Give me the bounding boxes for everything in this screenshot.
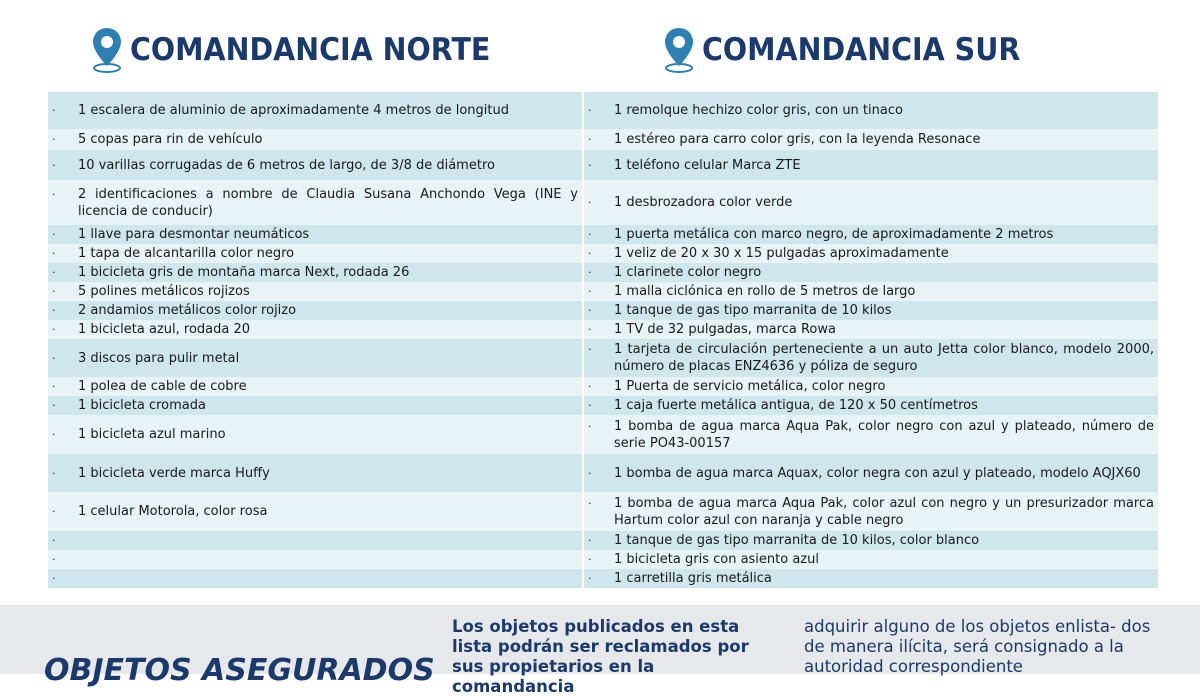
- sur-title: COMANDANCIA SUR: [702, 32, 1021, 68]
- sur-cell: [583, 415, 1158, 454]
- sur-cell: [583, 339, 1158, 377]
- bullet-icon: ·: [52, 304, 56, 317]
- item-text: 1 remolque hechizo color gris, con un tinaco: [614, 103, 903, 118]
- table-row: [48, 454, 1158, 492]
- table-row: [48, 396, 1158, 415]
- table-row: [48, 244, 1158, 263]
- norte-cell: [48, 282, 583, 301]
- bullet-icon: ·: [52, 228, 56, 241]
- table-row: [48, 377, 1158, 396]
- sur-cell: [583, 492, 1158, 531]
- table-row: [48, 263, 1158, 282]
- item-text: 1 estéreo para carro color gris, con la leyenda Resonace: [614, 132, 981, 147]
- table-row: [48, 320, 1158, 339]
- table-row: [48, 569, 1158, 588]
- table-row: [48, 531, 1158, 550]
- sur-cell: [583, 550, 1158, 569]
- item-text: 1 bicicleta cromada: [78, 398, 206, 413]
- table-row: [48, 92, 1158, 129]
- table-row: [48, 150, 1158, 180]
- bullet-icon: ·: [588, 466, 592, 480]
- norte-cell: [48, 225, 583, 244]
- norte-cell: [48, 492, 583, 531]
- item-text: 1 bicicleta verde marca Huffy: [78, 465, 270, 481]
- norte-cell: [48, 569, 583, 588]
- sur-cell: [583, 320, 1158, 339]
- bullet-icon: ·: [52, 380, 56, 393]
- bullet-icon: ·: [588, 285, 592, 298]
- bullet-icon: ·: [52, 187, 56, 201]
- norte-cell: [48, 377, 583, 396]
- table-row: [48, 129, 1158, 150]
- bullet-icon: ·: [588, 104, 592, 117]
- bullet-icon: ·: [52, 266, 56, 279]
- bullet-icon: ·: [52, 399, 56, 412]
- bullet-icon: ·: [588, 158, 592, 172]
- item-text: 1 carretilla gris metálica: [614, 571, 772, 586]
- sur-cell: [583, 569, 1158, 588]
- norte-cell: [48, 263, 583, 282]
- item-text: 1 llave para desmontar neumáticos: [78, 227, 310, 242]
- item-text: 10 varillas corrugadas de 6 metros de largo, de 3/8 de diámetro: [78, 157, 495, 173]
- norte-cell: [48, 550, 583, 569]
- bullet-icon: ·: [52, 247, 56, 260]
- bullet-icon: ·: [52, 553, 56, 566]
- bullet-icon: ·: [52, 351, 56, 365]
- objects-table: [48, 92, 1158, 588]
- item-text: 1 tarjeta de circulación perteneciente a un auto Jetta color blanco, modelo 2000, número de placas ENZ4636 y póliza de seguro: [614, 342, 1154, 374]
- item-text: 1 tapa de alcantarilla color negro: [78, 246, 295, 261]
- bullet-icon: ·: [588, 266, 592, 279]
- table-row: [48, 282, 1158, 301]
- sur-title-block: [662, 26, 1048, 74]
- sur-cell: [583, 180, 1158, 225]
- norte-title-block: [90, 26, 522, 74]
- norte-cell: [48, 301, 583, 320]
- norte-cell: [48, 129, 583, 150]
- table-row: [48, 550, 1158, 569]
- sur-cell: [583, 225, 1158, 244]
- norte-title: COMANDANCIA NORTE: [130, 32, 491, 68]
- item-text: 1 escalera de aluminio de aproximadamente 4 metros de longitud: [78, 103, 509, 118]
- item-text: 1 bicicleta gris de montaña marca Next, rodada 26: [78, 265, 410, 280]
- bullet-icon: ·: [588, 343, 592, 356]
- item-text: 1 bomba de agua marca Aquax, color negra con azul y plateado, modelo AQJX60: [614, 465, 1141, 481]
- item-text: 1 celular Motorola, color rosa: [78, 504, 268, 519]
- bullet-icon: ·: [52, 466, 56, 480]
- sur-cell: [583, 263, 1158, 282]
- norte-cell: [48, 415, 583, 454]
- bullet-icon: ·: [52, 133, 56, 146]
- bullet-icon: ·: [588, 304, 592, 317]
- footer-title: OBJETOS ASEGURADOS: [44, 653, 435, 688]
- table-row: [48, 301, 1158, 320]
- footer: [0, 605, 1200, 696]
- bullet-icon: ·: [52, 428, 56, 441]
- location-pin-icon: [90, 26, 124, 74]
- bullet-icon: ·: [52, 158, 56, 172]
- sur-cell: [583, 150, 1158, 180]
- item-text: 2 andamios metálicos color rojizo: [78, 303, 297, 318]
- sur-cell: [583, 531, 1158, 550]
- item-text: 1 desbrozadora color verde: [614, 195, 793, 210]
- bullet-icon: ·: [588, 534, 592, 547]
- norte-cell: [48, 92, 583, 129]
- item-text: 1 TV de 32 pulgadas, marca Rowa: [614, 322, 836, 337]
- bullet-icon: ·: [588, 419, 592, 433]
- location-pin-icon: [662, 26, 696, 74]
- norte-cell: [48, 454, 583, 492]
- bullet-icon: ·: [588, 399, 592, 412]
- bullet-icon: ·: [588, 553, 592, 566]
- sur-cell: [583, 92, 1158, 129]
- header: [0, 0, 1200, 92]
- sur-cell: [583, 301, 1158, 320]
- norte-cell: [48, 244, 583, 263]
- norte-cell: [48, 396, 583, 415]
- bullet-icon: ·: [588, 247, 592, 260]
- item-text: 3 discos para pulir metal: [78, 350, 240, 366]
- table-row: [48, 225, 1158, 244]
- bullet-icon: ·: [588, 496, 592, 510]
- sur-cell: [583, 244, 1158, 263]
- norte-cell: [48, 320, 583, 339]
- sur-cell: [583, 282, 1158, 301]
- norte-cell: [48, 180, 583, 225]
- bullet-icon: ·: [52, 505, 56, 518]
- item-text: 1 malla ciclónica en rollo de 5 metros de largo: [614, 284, 916, 299]
- item-text: 1 bicicleta gris con asiento azul: [614, 552, 819, 567]
- bullet-icon: ·: [588, 323, 592, 336]
- item-text: 1 bomba de agua marca Aqua Pak, color negro con azul y plateado, número de serie PO43-00157: [614, 418, 1154, 451]
- item-text: 1 Puerta de servicio metálica, color negro: [614, 379, 886, 394]
- norte-cell: [48, 339, 583, 377]
- item-text: 1 polea de cable de cobre: [78, 379, 247, 394]
- item-text: 1 bomba de agua marca Aqua Pak, color azul con negro y un presurizador marca Hartum color azul con naranja y cable negro: [614, 495, 1154, 528]
- table-row: [48, 180, 1158, 225]
- item-text: 1 puerta metálica con marco negro, de aproximadamente 2 metros: [614, 227, 1054, 242]
- table-row: [48, 415, 1158, 454]
- bullet-icon: ·: [52, 534, 56, 547]
- item-text: 1 teléfono celular Marca ZTE: [614, 157, 801, 173]
- item-text: 5 copas para rin de vehículo: [78, 132, 263, 147]
- table-row: [48, 339, 1158, 377]
- footer-middle-text: Los objetos publicados en esta lista podrán ser reclamados por sus propietarios en la comandancia: [452, 617, 749, 696]
- table-row: [48, 492, 1158, 531]
- norte-cell: [48, 150, 583, 180]
- item-text: 1 tanque de gas tipo marranita de 10 kilos: [614, 303, 892, 318]
- bullet-icon: ·: [588, 196, 592, 209]
- item-text: 1 tanque de gas tipo marranita de 10 kilos, color blanco: [614, 533, 980, 548]
- sur-cell: [583, 129, 1158, 150]
- bullet-icon: ·: [52, 104, 56, 117]
- bullet-icon: ·: [52, 572, 56, 585]
- bullet-icon: ·: [588, 228, 592, 241]
- bullet-icon: ·: [52, 323, 56, 336]
- item-text: 1 veliz de 20 x 30 x 15 pulgadas aproximadamente: [614, 246, 949, 261]
- bullet-icon: ·: [588, 572, 592, 585]
- bullet-icon: ·: [588, 133, 592, 146]
- item-text: 1 caja fuerte metálica antigua, de 120 x 50 centímetros: [614, 398, 978, 413]
- sur-cell: [583, 377, 1158, 396]
- bullet-icon: ·: [52, 285, 56, 298]
- footer-right-text: adquirir alguno de los objetos enlista- dos de manera ilícita, será consignado a la autoridad correspondiente: [804, 617, 1151, 676]
- item-text: 5 polines metálicos rojizos: [78, 284, 250, 299]
- item-text: 2 identificaciones a nombre de Claudia Susana Anchondo Vega (INE y licencia de conducir): [78, 186, 578, 219]
- item-text: 1 bicicleta azul marino: [78, 427, 226, 442]
- sur-cell: [583, 396, 1158, 415]
- item-text: 1 clarinete color negro: [614, 265, 762, 280]
- item-text: 1 bicicleta azul, rodada 20: [78, 322, 251, 337]
- bullet-icon: ·: [588, 380, 592, 393]
- sur-cell: [583, 454, 1158, 492]
- norte-cell: [48, 531, 583, 550]
